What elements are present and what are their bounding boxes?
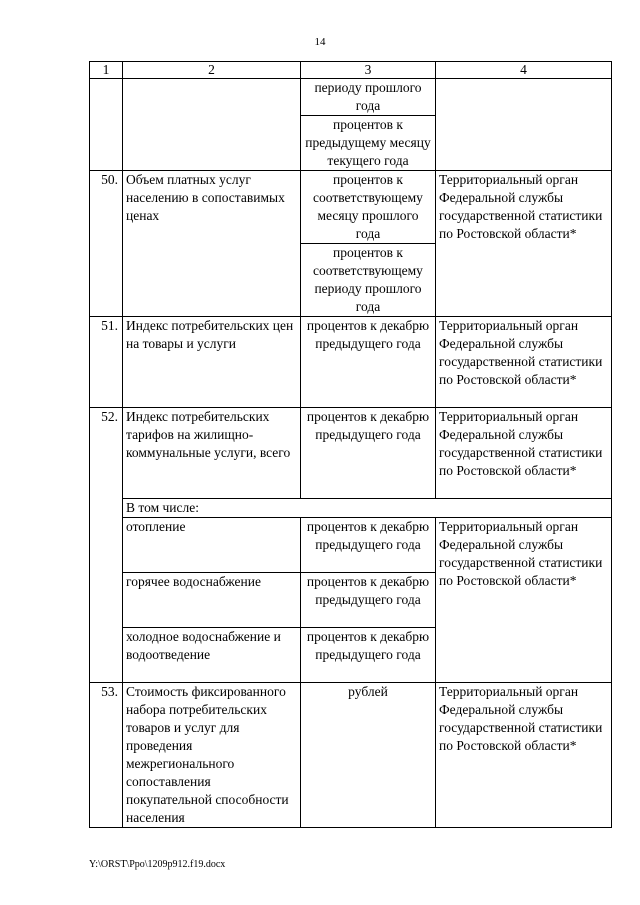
row-number: 50.	[90, 171, 123, 317]
header-col-3: 3	[301, 62, 436, 79]
unit-cell: процентов к декабрю предыдущего года	[301, 573, 436, 628]
indicators-table	[89, 61, 612, 828]
table-row	[90, 683, 612, 828]
table-row	[90, 317, 612, 408]
table-row	[90, 518, 612, 573]
header-col-1: 1	[90, 62, 123, 79]
subheading: В том числе:	[123, 499, 612, 518]
indicator-name: Объем платных услуг населению в сопоставимых ценах	[123, 171, 301, 317]
indicator-name	[123, 79, 301, 171]
unit-cell: процентов к декабрю предыдущего года	[301, 408, 436, 499]
unit-cell: процентов к предыдущему месяцу текущего года	[301, 116, 436, 171]
source-cell: Территориальный орган Федеральной службы государственной статистики по Ростовской области*	[436, 408, 612, 499]
row-number: 53.	[90, 683, 123, 828]
file-path-footer: Y:\ORST\Ppo\1209p912.f19.docx	[89, 859, 226, 870]
indicator-name: Стоимость фиксированного набора потребительских товаров и услуг для проведения межрегионального сопоставления покупательной способности населения	[123, 683, 301, 828]
table-row	[90, 499, 612, 518]
indicator-name: холодное водоснабжение и водоотведение	[123, 628, 301, 683]
row-number: 51.	[90, 317, 123, 408]
unit-cell: периоду прошлого года	[301, 79, 436, 116]
source-cell: Территориальный орган Федеральной службы государственной статистики по Ростовской области*	[436, 518, 612, 683]
source-cell: Территориальный орган Федеральной службы государственной статистики по Ростовской области*	[436, 683, 612, 828]
indicator-name: отопление	[123, 518, 301, 573]
unit-cell: процентов к соответствующему месяцу прошлого года	[301, 171, 436, 244]
indicator-name: Индекс потребительских тарифов на жилищно-коммунальные услуги, всего	[123, 408, 301, 499]
indicator-name: Индекс потребительских цен на товары и услуги	[123, 317, 301, 408]
header-col-4: 4	[436, 62, 612, 79]
unit-cell: процентов к декабрю предыдущего года	[301, 628, 436, 683]
unit-cell: процентов к соответствующему периоду прошлого года	[301, 244, 436, 317]
page-number: 14	[314, 36, 326, 48]
table-row	[90, 79, 612, 116]
unit-cell: рублей	[301, 683, 436, 828]
source-cell	[436, 79, 612, 171]
row-number: 52.	[90, 408, 123, 683]
source-cell: Территориальный орган Федеральной службы государственной статистики по Ростовской области*	[436, 171, 612, 317]
header-col-2: 2	[123, 62, 301, 79]
unit-cell: процентов к декабрю предыдущего года	[301, 518, 436, 573]
table-row	[90, 408, 612, 499]
table-row	[90, 171, 612, 244]
unit-cell: процентов к декабрю предыдущего года	[301, 317, 436, 408]
indicator-name: горячее водоснабжение	[123, 573, 301, 628]
header-row	[90, 62, 612, 79]
source-cell: Территориальный орган Федеральной службы государственной статистики по Ростовской области*	[436, 317, 612, 408]
row-number	[90, 79, 123, 171]
